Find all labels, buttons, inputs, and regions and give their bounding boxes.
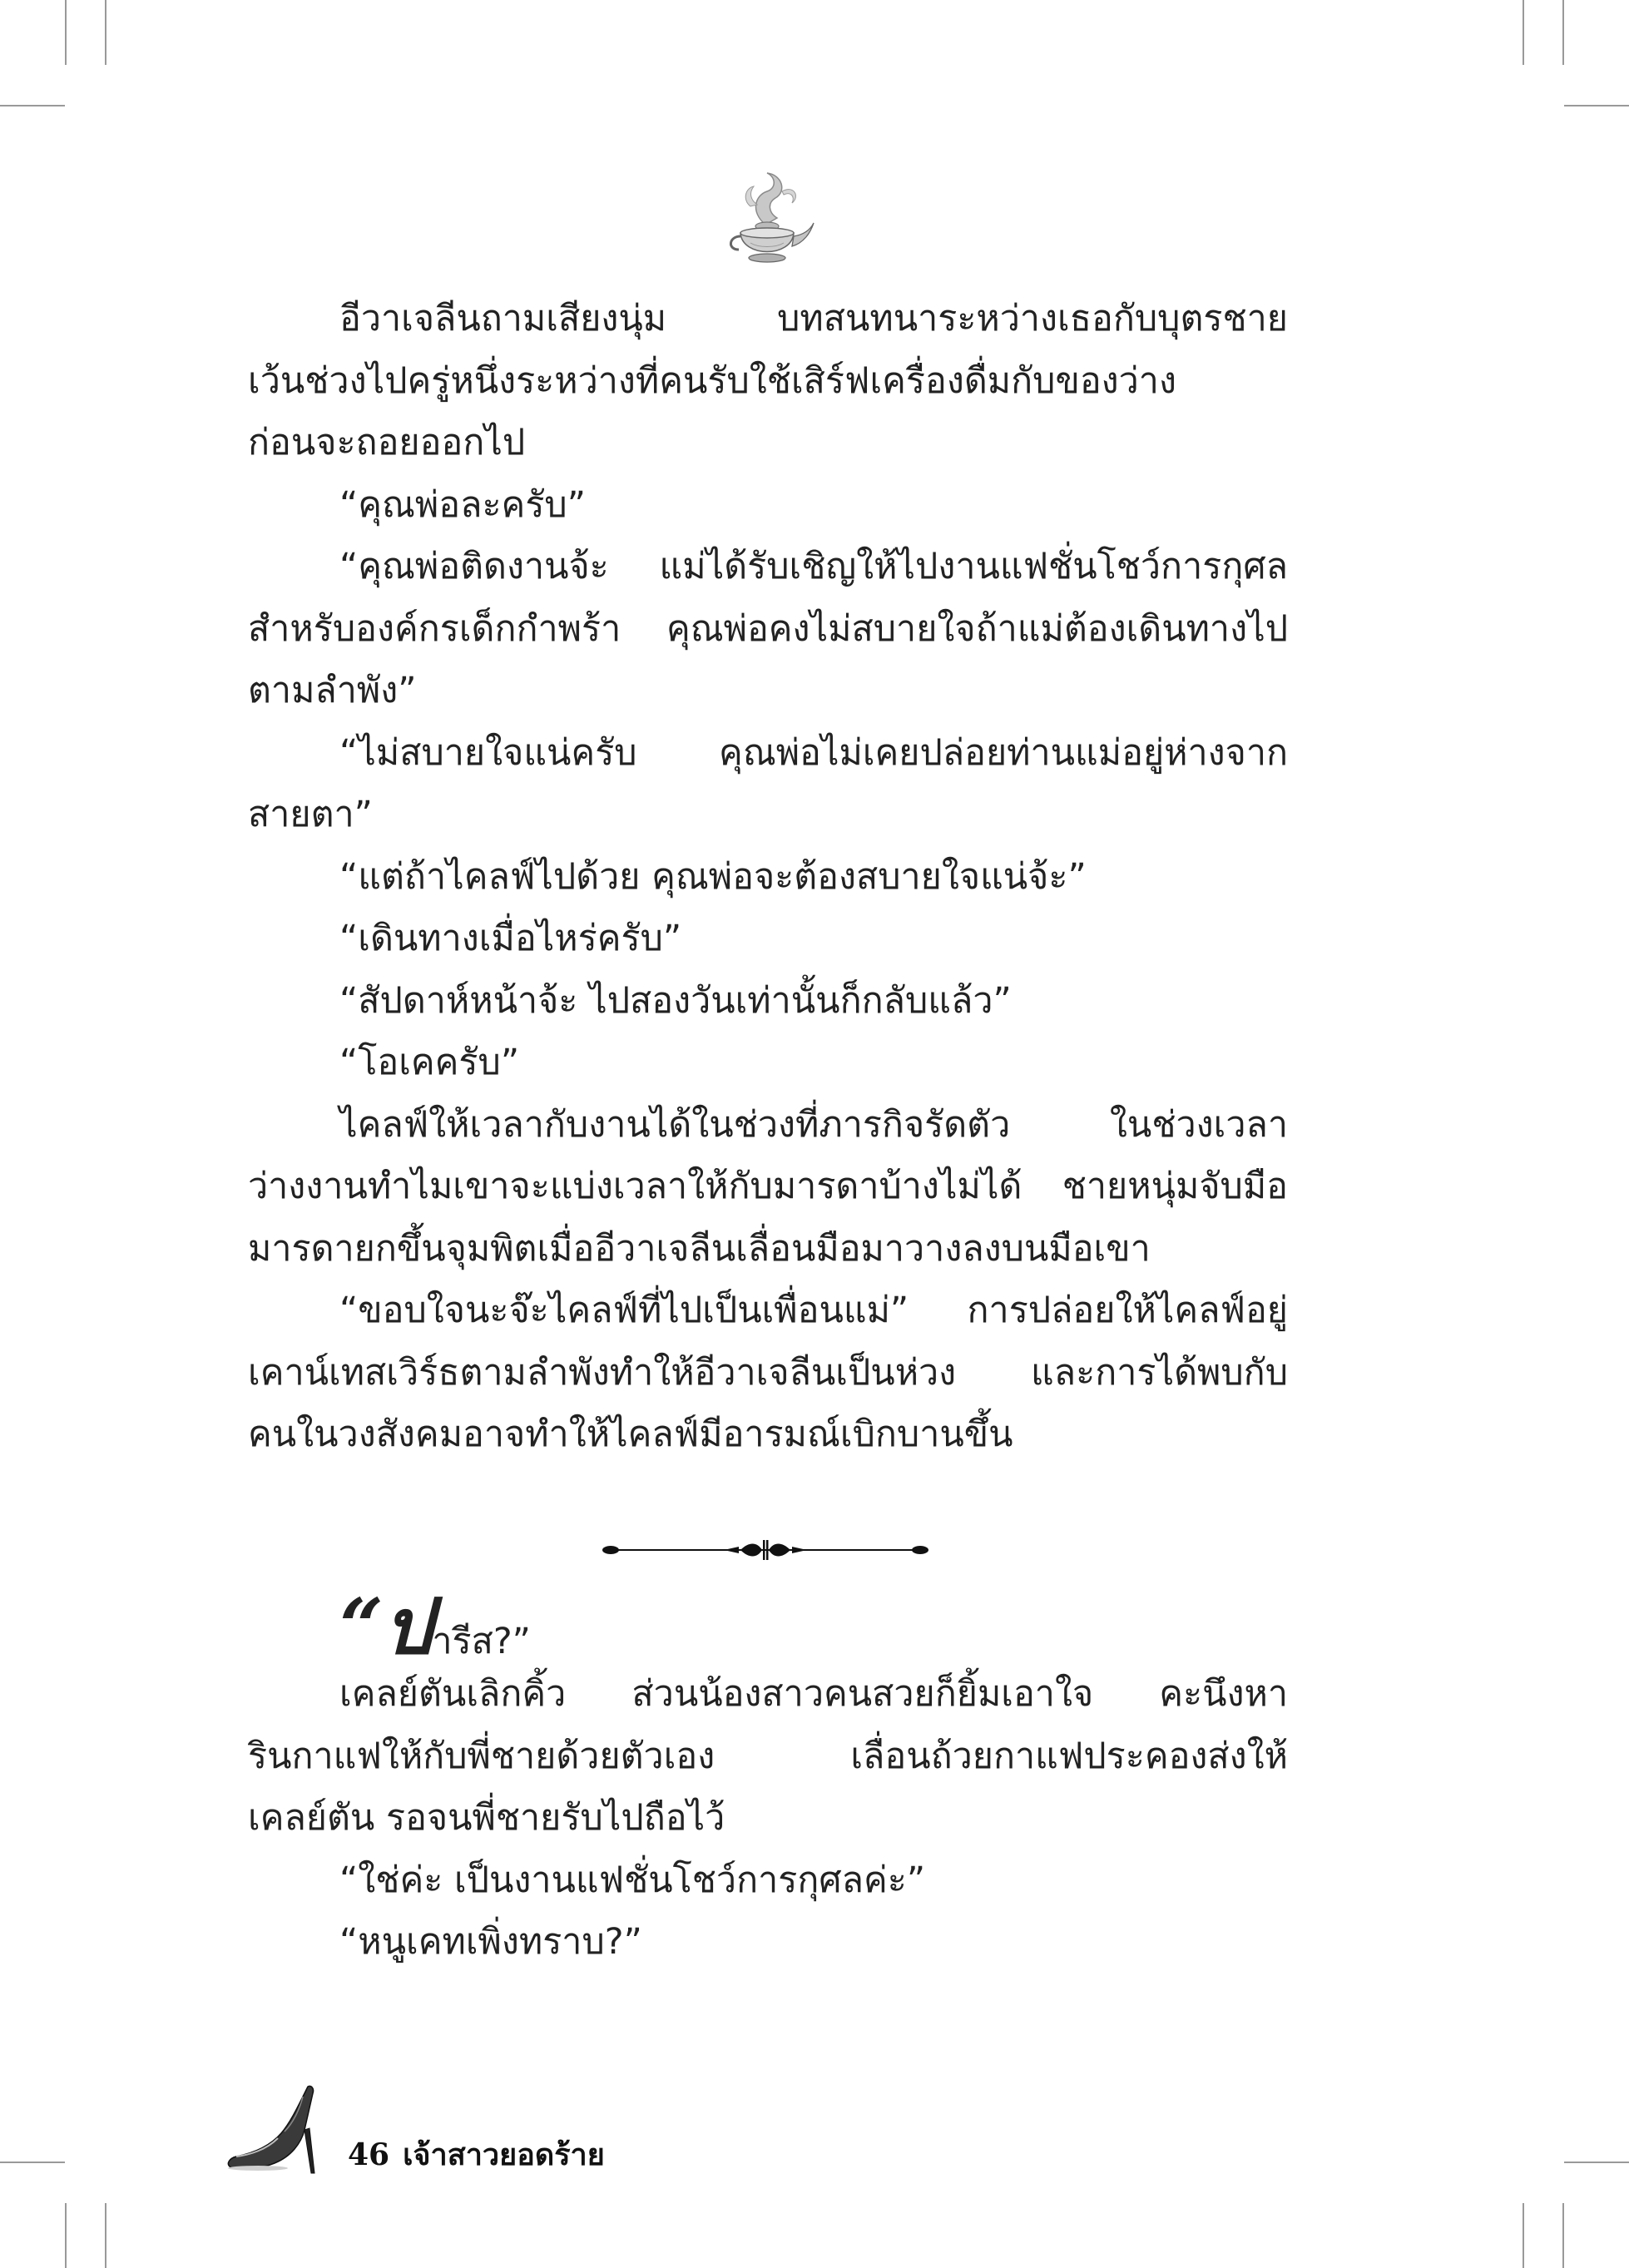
text-line: ตามลำพัง”	[248, 670, 417, 711]
text-line: “ไม่สบายใจแน่ครับ คุณพ่อไม่เคยปล่อยท่านแม่อยู่ห่างจาก	[339, 731, 1288, 774]
body-text-bottom	[248, 1663, 1288, 1973]
crop-mark	[1523, 2203, 1524, 2268]
text-line: ไคลฟ์ให้เวลากับงานได้ในช่วงที่ภารกิจรัดตัว ในช่วงเวลา	[339, 1103, 1288, 1146]
crop-mark	[105, 2203, 106, 2268]
high-heel-shoe-icon	[225, 2080, 324, 2180]
text-line: “หนูเคทเพิ่งทราบ?”	[339, 1921, 642, 1963]
text-line: “คุณพ่อละครับ”	[339, 483, 586, 526]
text-line: ว่างงานทำไมเขาจะแบ่งเวลาให้กับมารดาบ้างไม่ได้ ชายหนุ่มจับมือ	[248, 1166, 1288, 1207]
book-title: เจ้าสาวยอดร้าย	[403, 2137, 605, 2172]
text-line: ก่อนจะถอยออกไป	[248, 422, 526, 463]
text-line: เคลย์ตัน รอจนพี่ชายรับไปถือไว้	[248, 1797, 725, 1839]
text-line: “ใช่ค่ะ เป็นงานแฟชั่นโชว์การกุศลค่ะ”	[339, 1859, 926, 1901]
crop-mark	[1562, 0, 1564, 65]
text-line: “คุณพ่อติดงานจ้ะ แม่ได้รับเชิญให้ไปงานแฟชั่นโชว์การกุศล	[339, 546, 1288, 587]
text-line: “เดินทางเมื่อไหร่ครับ”	[339, 918, 682, 959]
flourish-divider-icon	[599, 1533, 932, 1567]
text-line: “แต่ถ้าไคลฟ์ไปด้วย คุณพ่อจะต้องสบายใจแน่จ้ะ”	[339, 855, 1087, 898]
text-line: มารดายกขึ้นจุมพิตเมื่ออีวาเจลีนเลื่อนมือมาวางลงบนมือเขา	[248, 1227, 1151, 1270]
crop-mark	[0, 2162, 65, 2163]
crop-mark	[1564, 2162, 1629, 2163]
section-opening	[339, 1581, 531, 1672]
text-line: “ขอบใจนะจ๊ะไคลฟ์ที่ไปเป็นเพื่อนแม่” การปล่อยให้ไคลฟ์อยู่	[339, 1290, 1288, 1331]
crop-mark	[0, 105, 65, 106]
crop-mark	[1564, 105, 1629, 106]
text-line: สำหรับองค์กรเด็กกำพร้า คุณพ่อคงไม่สบายใจถ้าแม่ต้องเดินทางไป	[248, 607, 1288, 650]
drop-cap: “ป	[339, 1582, 433, 1671]
text-line: เคลย์ตันเลิกคิ้ว ส่วนน้องสาวคนสวยก็ยิ้มเอาใจ คะนึงหา	[339, 1673, 1288, 1715]
page-number: 46	[348, 2137, 390, 2172]
text-line: “สัปดาห์หน้าจ้ะ ไปสองวันเท่านั้นก็กลับแล้ว”	[339, 979, 1012, 1022]
text-line: สายตา”	[248, 794, 373, 835]
body-text-top	[248, 288, 1288, 1466]
text-line: เว้นช่วงไปครู่หนึ่งระหว่างที่คนรับใช้เสิร์ฟเครื่องดื่มกับของว่าง	[248, 359, 1176, 402]
text-line: คนในวงสังคมอาจทำให้ไคลฟ์มีอารมณ์เบิกบานขึ้น	[248, 1414, 1013, 1455]
teapot-ornament-icon	[717, 166, 817, 275]
drop-cap-rest: ารีส?”	[432, 1621, 531, 1662]
crop-mark	[1562, 2203, 1564, 2268]
crop-mark	[65, 0, 67, 65]
crop-mark	[1523, 0, 1524, 65]
text-line: “โอเคครับ”	[339, 1042, 520, 1083]
text-line: อีวาเจลีนถามเสียงนุ่ม บทสนทนาระหว่างเธอกับบุตรชาย	[339, 298, 1288, 339]
running-footer	[348, 2134, 605, 2176]
crop-mark	[105, 0, 106, 65]
text-line: เคาน์เทสเวิร์ธตามลำพังทำให้อีวาเจลีนเป็นห่วง และการได้พบกับ	[248, 1351, 1288, 1394]
crop-mark	[65, 2203, 67, 2268]
text-line: รินกาแฟให้กับพี่ชายด้วยตัวเอง เลื่อนถ้วยกาแฟประคองส่งให้	[248, 1735, 1288, 1777]
